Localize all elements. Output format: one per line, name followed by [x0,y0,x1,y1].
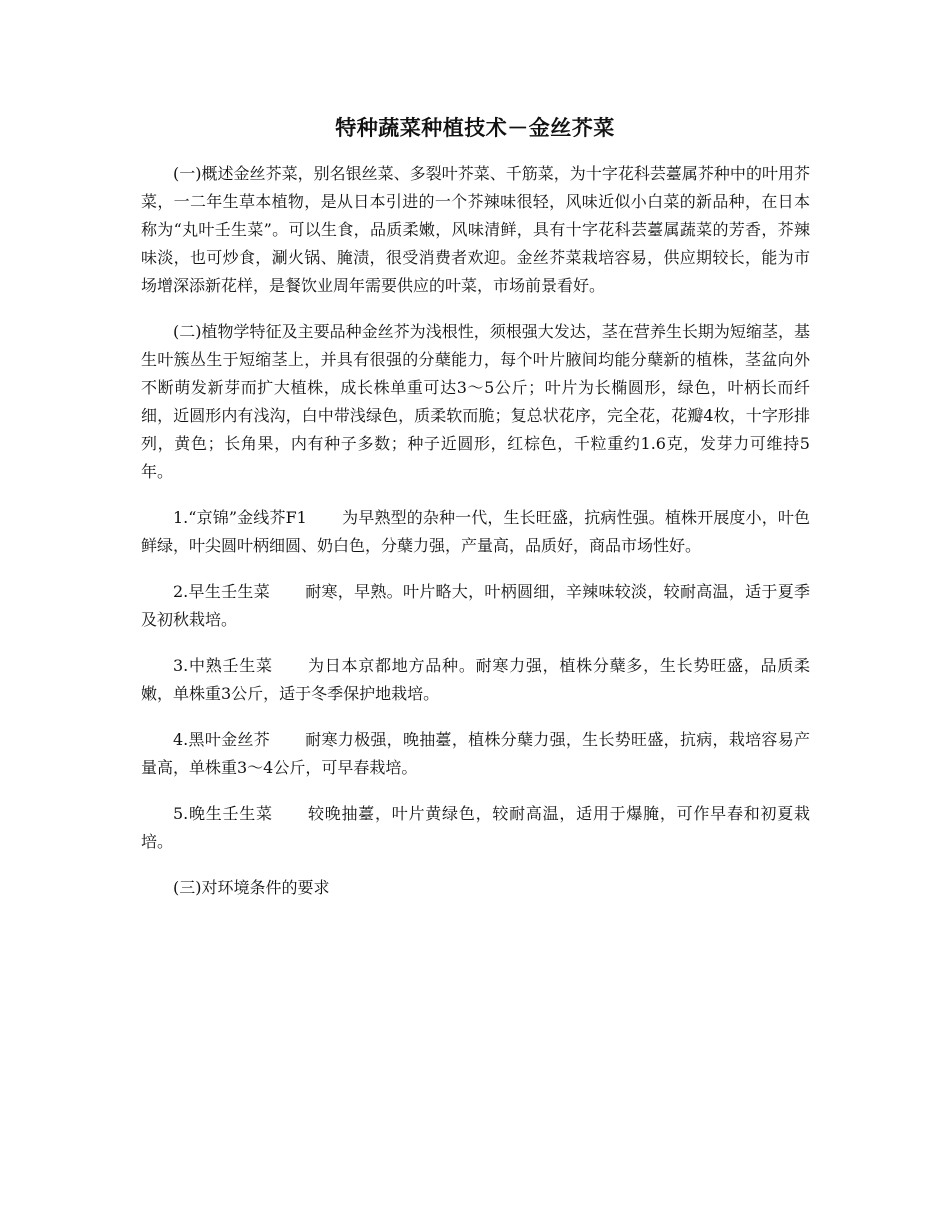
variety-description: 耐寒，早熟。叶片略大，叶柄圆细，辛辣味较淡，较耐高温，适于夏季及初秋栽培。 [141,582,810,629]
variety-description: 为早熟型的杂种一代，生长旺盛，抗病性强。植株开展度小，叶色鲜绿，叶尖圆叶柄细圆、奶白色，分蘖力强，产量高，品质好，商品市场性好。 [141,508,810,555]
paragraph-overview: (一)概述金丝芥菜，别名银丝菜、多裂叶芥菜、千筋菜，为十字花科芸薹属芥种中的叶用芥菜，一二年生草本植物，是从日本引进的一个芥辣味很轻，风味近似小白菜的新品种，在日本称为“丸叶壬生菜”。可以生食，品质柔嫩，风味清鲜，具有十字花科芸薹属蔬菜的芳香，芥辣味淡，也可炒食，涮火锅、腌渍，很受消费者欢迎。金丝芥菜栽培容易，供应期较长，能为市场增深添新花样，是餐饮业周年需要供应的叶菜，市场前景看好。 [141,164,810,295]
variety-name: 1.“京锦”金线芥F1 [173,508,307,527]
variety-description: 为日本京都地方品种。耐寒力强，植株分蘖多，生长势旺盛，品质柔嫩，单株重3公斤，适于冬季保护地栽培。 [141,656,810,703]
paragraph-botany: (二)植物学特征及主要品种金丝芥为浅根性，须根强大发达，茎在营养生长期为短缩茎，基生叶簇丛生于短缩茎上，并具有很强的分蘖能力，每个叶片腋间均能分蘖新的植株，茎盆向外不断萌发新芽而扩大植株，成长株单重可达3～5公斤；叶片为长椭圆形，绿色，叶柄长而纤细，近圆形内有浅沟，白中带浅绿色，质柔软而脆；复总状花序，完全花，花瓣4枚，十字形排列，黄色；长角果，内有种子多数；种子近圆形，红棕色，千粒重约1.6克，发芽力可维持5年。 [141,322,810,481]
variety-name: 5.晚生壬生菜 [173,804,273,823]
variety-item [141,800,810,856]
variety-item [141,652,810,708]
variety-name: 2.早生壬生菜 [173,582,271,601]
document-body [141,160,810,920]
variety-item [141,578,810,634]
paragraph-environment-heading: (三)对环境条件的要求 [173,878,330,897]
variety-description: 较晚抽薹，叶片黄绿色，较耐高温，适用于爆腌，可作早春和初夏栽培。 [141,804,810,851]
variety-name: 3.中熟壬生菜 [173,656,273,675]
variety-description: 耐寒力极强，晚抽薹，植株分蘖力强，生长势旺盛，抗病，栽培容易产量高，单株重3～4公斤，可早春栽培。 [141,730,810,777]
document-title: 特种蔬菜种植技术－金丝芥菜 [335,116,615,140]
variety-item [141,726,810,782]
variety-name: 4.黑叶金丝芥 [173,730,271,749]
variety-item [141,504,810,560]
